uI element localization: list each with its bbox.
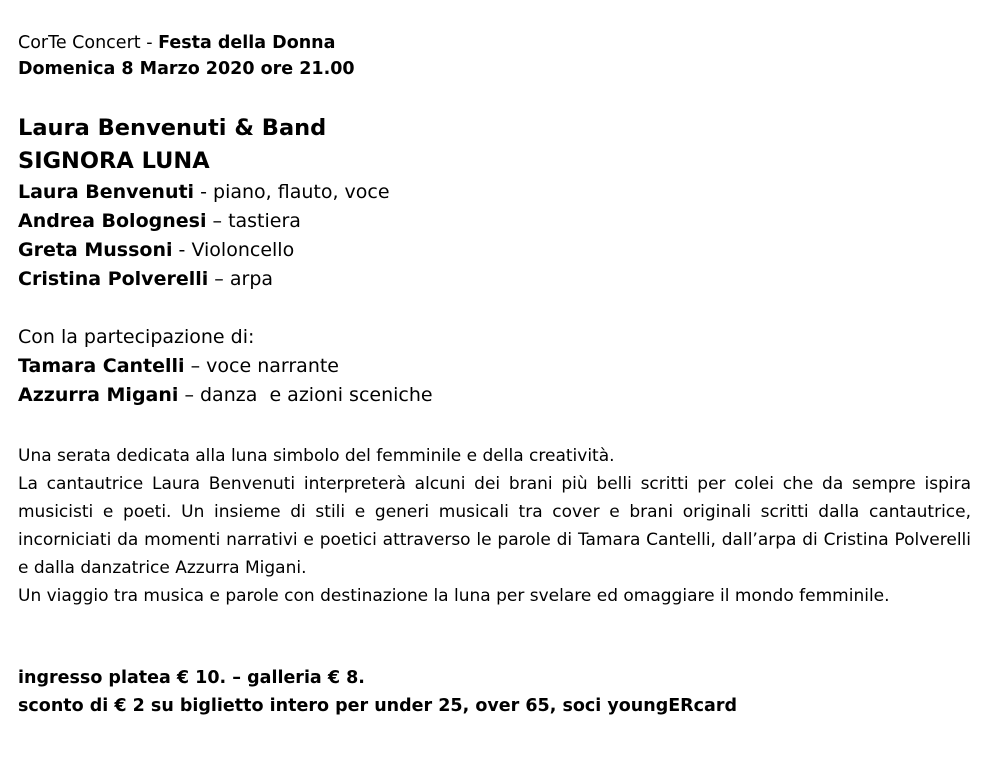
performer-item [18,207,972,236]
guest-role: danza e azioni sceniche [200,384,433,406]
ticket-discount: sconto di € 2 su biglietto intero per under 25, over 65, soci youngERcard [18,696,737,716]
participation-intro: Con la partecipazione di: [18,326,255,348]
guest-separator: – [178,384,200,406]
performer-separator: - [194,181,214,203]
guest-item [18,381,972,410]
performer-item [18,265,972,294]
performer-separator: - [172,239,192,261]
guest-name: Tamara Cantelli [18,355,185,377]
performer-item [18,236,972,265]
performer-role: arpa [229,268,274,290]
artist-block [18,112,972,294]
performer-list [18,178,972,294]
description-body: La cantautrice Laura Benvenuti interpreterà alcuni dei brani più belli scritti per colei che da sempre ispira musicisti e poeti. Un insieme di stili e generi musicali tra cover e brani originali scritti dalla cantautrice, incorniciati da momenti narrativi e poetici attraverso le parole di Tamara Cantelli, dall’arpa di Cristina Polverelli e dalla danzatrice Azzurra Migani. [18,474,971,578]
performer-name: Andrea Bolognesi [18,210,207,232]
performer-item [18,178,972,207]
guest-list [18,352,972,410]
performer-role: piano, flauto, voce [213,181,390,203]
guest-separator: – [184,355,207,377]
participation-block [18,323,972,410]
series-prefix: CorTe Concert - [18,33,159,53]
performer-role: tastiera [228,210,301,232]
event-name: Festa della Donna [158,33,336,53]
guest-name: Azzurra Migani [18,384,179,406]
performer-name: Cristina Polverelli [18,268,209,290]
performer-role: Violoncello [191,239,295,261]
ticket-info [18,664,972,720]
description-closing: Un viaggio tra musica e parole con destinazione la luna per svelare ed omaggiare il mondo femminile. [18,586,890,606]
band-name: Laura Benvenuti & Band [18,115,327,141]
performer-separator: – [208,268,230,290]
performer-name: Greta Mussoni [18,239,173,261]
event-description [18,442,971,610]
show-title: SIGNORA LUNA [18,148,210,174]
guest-item [18,352,972,381]
ticket-prices: ingresso platea € 10. – galleria € 8. [18,668,365,688]
performer-separator: – [206,210,229,232]
event-date-time: Domenica 8 Marzo 2020 ore 21.00 [18,59,355,79]
performer-name: Laura Benvenuti [18,181,195,203]
guest-role: voce narrante [206,355,339,377]
event-series-line [18,30,972,56]
description-first-line: Una serata dedicata alla luna simbolo del femminile e della creatività. [18,446,615,466]
event-header [18,30,972,82]
